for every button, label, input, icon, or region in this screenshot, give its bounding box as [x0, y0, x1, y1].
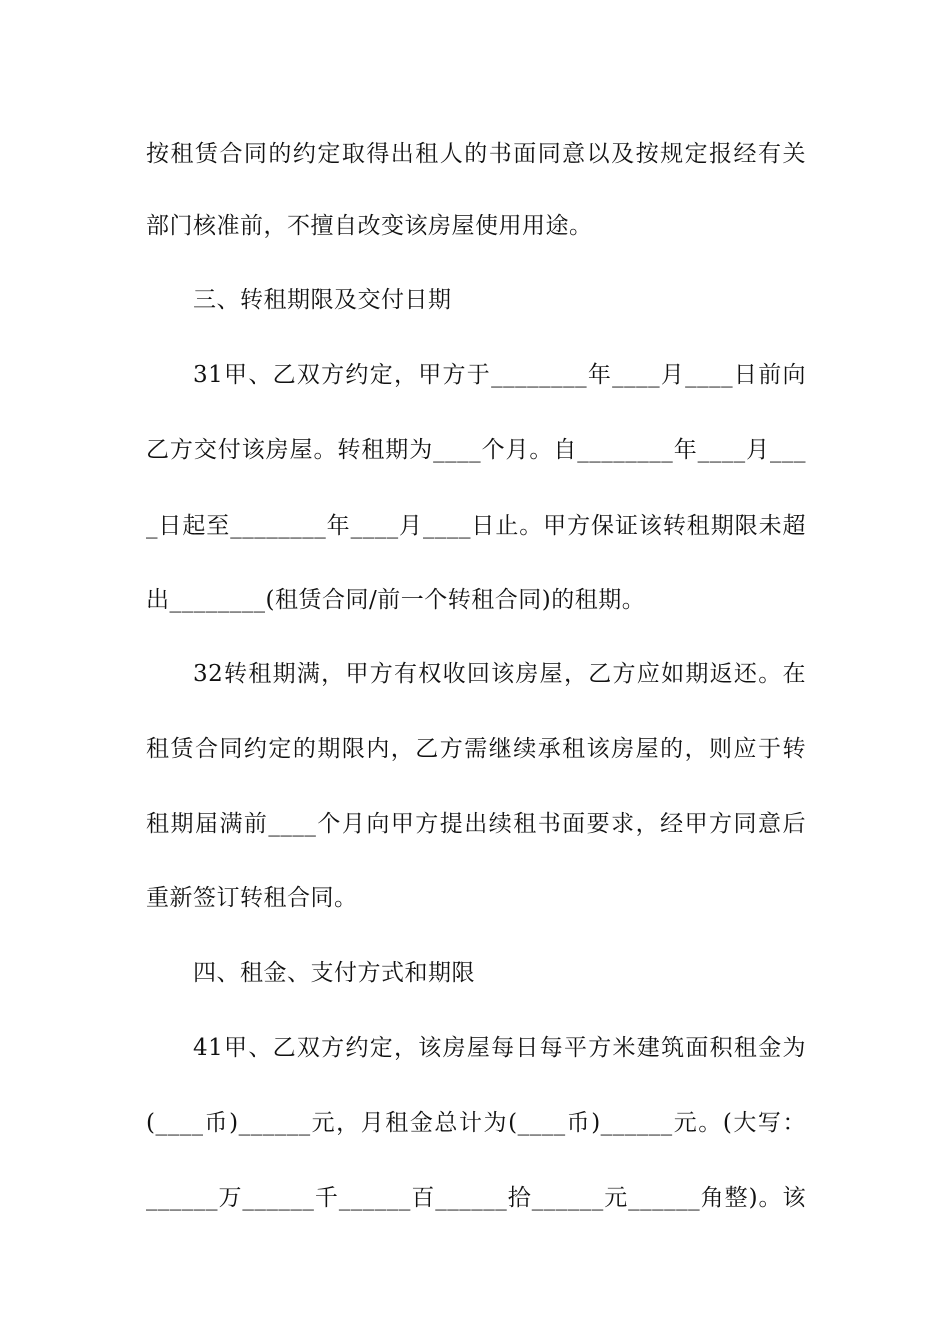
paragraph-line: 部门核准前，不擅自改变该房屋使用用途。: [146, 213, 593, 239]
paragraph-line: 32转租期满，甲方有权收回该房屋，乙方应如期返还。在: [193, 661, 806, 687]
section-heading: 四、租金、支付方式和期限: [193, 960, 475, 986]
paragraph-line: 出________(租赁合同/前一个转租合同)的租期。: [146, 587, 646, 613]
paragraph-line: ______万______千______百______拾______元______角整)。该: [146, 1185, 806, 1211]
paragraph-line: _日起至________年____月____日止。甲方保证该转租期限未超: [146, 513, 806, 539]
paragraph-line: 租期届满前____个月向甲方提出续租书面要求，经甲方同意后: [146, 811, 806, 837]
paragraph-line: 31甲、乙双方约定，甲方于________年____月____日前向: [193, 362, 806, 388]
paragraph-line: 重新签订转租合同。: [146, 885, 358, 911]
paragraph-line: 41甲、乙双方约定，该房屋每日每平方米建筑面积租金为: [193, 1035, 806, 1061]
paragraph-line: (____币)______元，月租金总计为(____币)______元。(大写：: [146, 1110, 806, 1136]
paragraph-line: 乙方交付该房屋。转租期为____个月。自________年____月___: [146, 437, 806, 463]
paragraph-line: 租赁合同约定的期限内，乙方需继续承租该房屋的，则应于转: [146, 736, 806, 762]
section-heading: 三、转租期限及交付日期: [193, 287, 452, 313]
paragraph-line: 按租赁合同的约定取得出租人的书面同意以及按规定报经有关: [146, 141, 806, 167]
